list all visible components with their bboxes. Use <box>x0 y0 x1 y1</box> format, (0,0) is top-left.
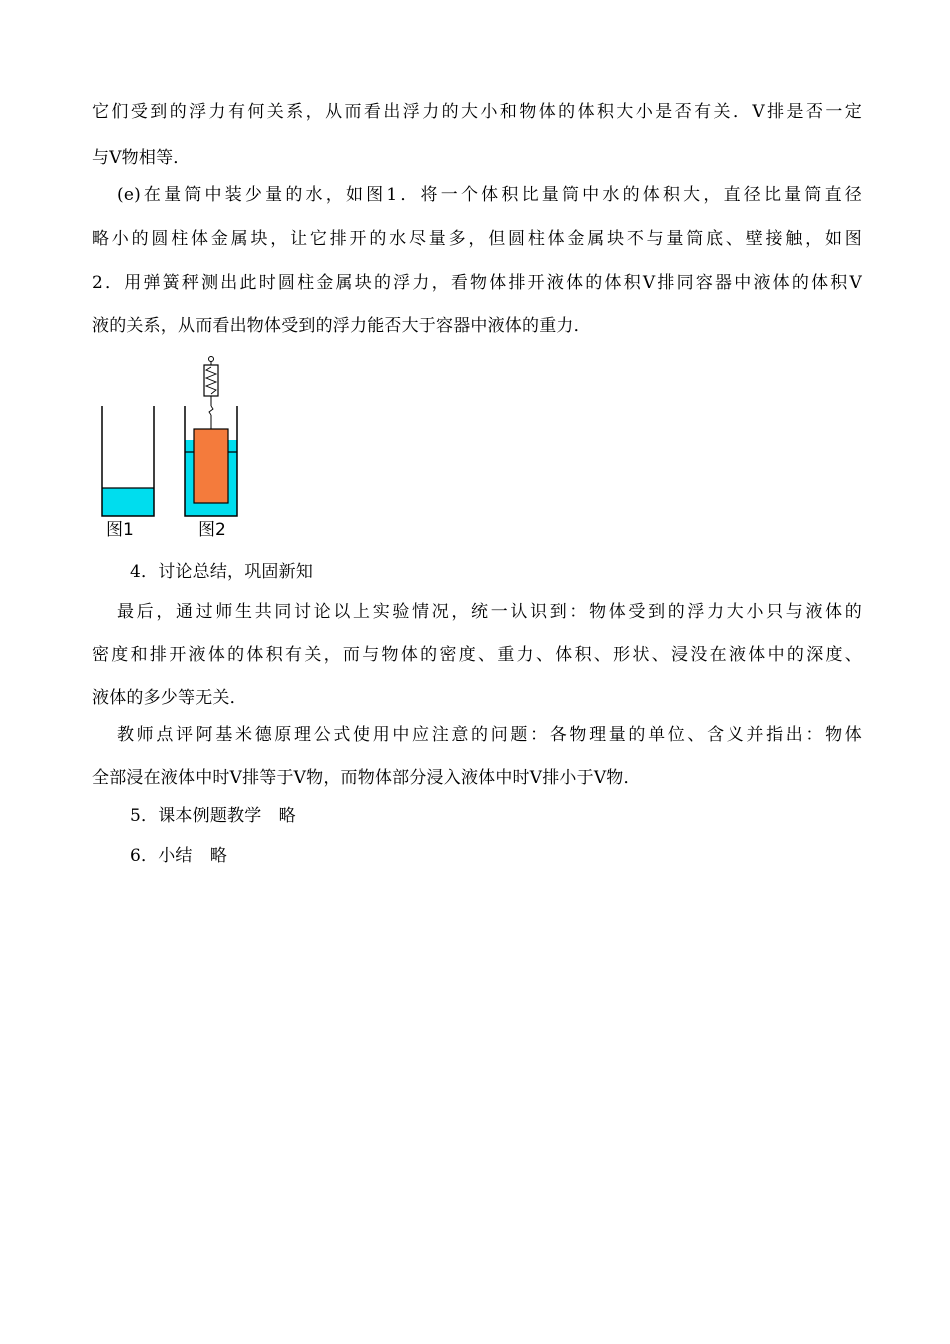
paragraph-line: 液体的多少等无关． <box>92 688 247 708</box>
fig2-metal-block <box>194 429 228 503</box>
spring-hook <box>209 406 213 415</box>
paragraph-line: 与V物相等． <box>92 148 191 168</box>
section-heading-6: 6．小结 略 <box>130 846 228 866</box>
paragraph-line: 略小的圆柱体金属块，让它排开的水尽量多，但圆柱体金属块不与量筒底、壁接触，如图 <box>92 229 862 249</box>
paragraph-line: 它们受到的浮力有何关系，从而看出浮力的大小和物体的体积大小是否有关．V排是否一定 <box>92 102 862 122</box>
section-heading-5: 5．课本例题教学 略 <box>130 806 296 826</box>
section-heading-4: 4．讨论总结，巩固新知 <box>130 562 314 582</box>
paragraph-line: (e)在量筒中装少量的水，如图1．将一个体积比量筒中水的体积大，直径比量筒直径 <box>117 185 862 205</box>
fig1-water <box>102 488 154 516</box>
figure-1-label: 图1 <box>106 520 134 540</box>
paragraph-line: 液的关系，从而看出物体受到的浮力能否大于容器中液体的重力． <box>92 316 591 336</box>
figure-2-label: 图2 <box>198 520 226 540</box>
spring-scale-hook-top <box>209 357 214 362</box>
paragraph-line: 2．用弹簧秤测出此时圆柱金属块的浮力，看物体排开液体的体积V排同容器中液体的体积V <box>92 273 862 293</box>
paragraph-line: 教师点评阿基米德原理公式使用中应注意的问题：各物理量的单位、含义并指出：物体 <box>117 725 862 745</box>
experiment-diagram <box>92 356 262 546</box>
paragraph-line: 密度和排开液体的体积有关，而与物体的密度、重力、体积、形状、浸没在液体中的深度、 <box>92 645 862 665</box>
experiment-figure <box>92 356 262 546</box>
paragraph-line: 全部浸在液体中时V排等于V物，而物体部分浸入液体中时V排小于V物． <box>92 768 641 788</box>
paragraph-line: 最后，通过师生共同讨论以上实验情况，统一认识到：物体受到的浮力大小只与液体的 <box>117 602 862 622</box>
